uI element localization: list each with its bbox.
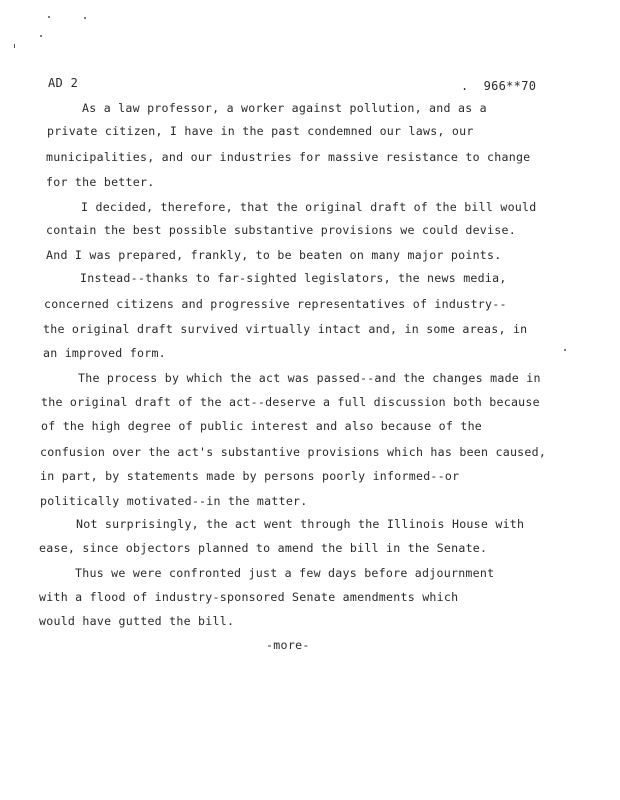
text-line: an improved form. [43,346,166,360]
text-line: As a law professor, a worker against pollution, and as a [82,101,487,115]
text-line: with a flood of industry-sponsored Senate amendments which [39,590,459,604]
text-line: private citizen, I have in the past condemned our laws, our [47,124,474,138]
text-line: The process by which the act was passed--and the changes made in [78,371,541,385]
text-line: confusion over the act's substantive provisions which has been caused, [40,445,547,459]
text-line: contain the best possible substantive provisions we could devise. [46,223,516,237]
scan-speck [14,44,15,48]
text-line: the original draft of the act--deserve a full discussion both because [41,395,540,409]
scan-speck [84,17,86,19]
text-line: And I was prepared, frankly, to be beaten on many major points. [46,248,502,262]
document-number: . 966**70 [461,79,537,93]
text-line: Not surprisingly, the act went through the Illinois House with [76,517,525,531]
text-line: for the better. [46,175,155,189]
text-line: ease, since objectors planned to amend the bill in the Senate. [39,541,488,555]
scan-speck [40,35,42,37]
scan-speck [564,349,566,351]
continuation-marker: -more- [266,638,310,652]
scan-speck [48,16,50,18]
text-line: politically motivated--in the matter. [40,494,308,508]
text-line: Thus we were confronted just a few days before adjournment [75,566,495,580]
text-line: Instead--thanks to far-sighted legislators, the news media, [80,271,507,285]
text-line: I decided, therefore, that the original draft of the bill would [81,200,537,214]
text-line: of the high degree of public interest and also because of the [41,419,483,433]
text-line: would have gutted the bill. [39,614,235,628]
page-label: AD 2 [48,76,79,90]
text-line: in part, by statements made by persons poorly informed--or [40,469,460,483]
text-line: municipalities, and our industries for massive resistance to change [46,150,531,164]
text-line: concerned citizens and progressive representatives of industry-- [44,297,507,311]
text-line: the original draft survived virtually intact and, in some areas, in [43,322,528,336]
